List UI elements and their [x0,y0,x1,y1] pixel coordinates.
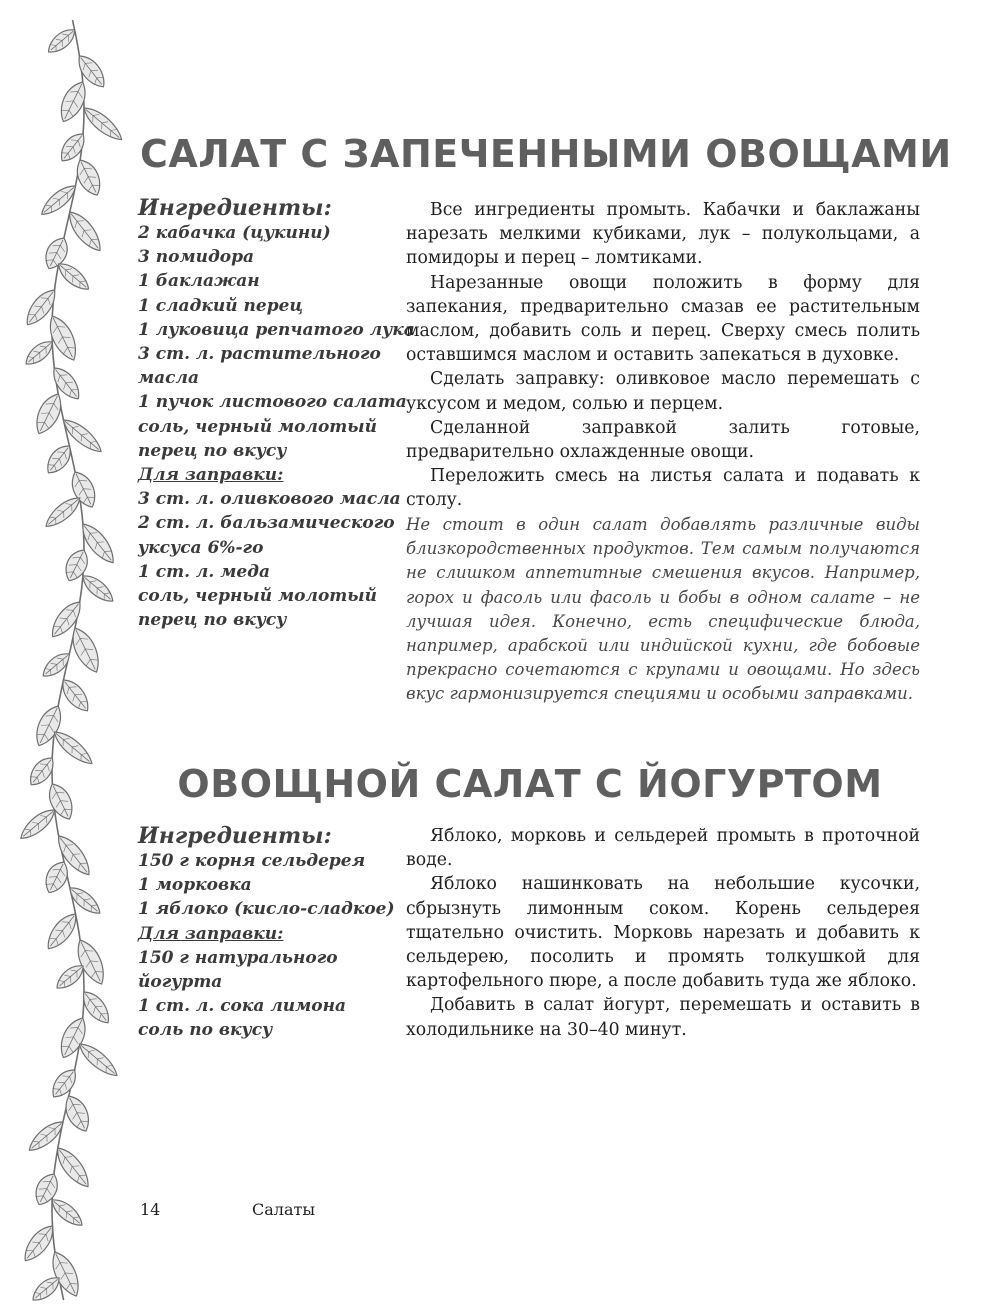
method-step: Яблоко нашинковать на небольшие кусочки, сбрызнуть лимонным соком. Корень сельдерея тщательно очистить. Морковь нарезать и добавить к сельдерею, посолить и промять толкушкой для картофельного пюре, а после добавить туда же яблоко. [406,874,920,992]
recipe-2-ingredients [138,823,395,1043]
ingredient-item: 1 луковица репчатого лука [138,319,415,340]
dressing-item: перец по вкусу [138,610,287,631]
page-number: 14 [140,1200,161,1219]
ingredient-item: масла [138,368,199,389]
recipe-2-method [406,824,920,1042]
dressing-item: 150 г натурального [138,947,338,968]
recipe-1-ingredients [138,195,415,632]
leaf-icon [55,78,92,126]
leaf-icon [57,675,94,716]
recipe-1-note: Не стоит в один салат добавлять различные виды близкородственных продуктов. Тем самым получаются не слишком аппетитные смешения вкусов. Например, горох и фасоль или фасоль и бобы в одном салате – не лучшая идея. Конечно, есть специфические блюда, например, арабской или индийской кухни, где бобовые прекрасно сочетаются с крупами и овощами. Но здесь вкус гармонизируется специями и особыми заправками. [406,515,920,704]
method-step: Добавить в салат йогурт, перемешать и оставить в холодильнике на 30–40 минут. [406,995,920,1040]
ingredient-item: 2 кабачка (цукини) [138,223,331,243]
leaf-icon [44,25,79,58]
leaf-icon [29,1273,64,1306]
leaf-icon [53,961,88,994]
ingredient-item: перец по вкусу [138,440,287,461]
leaf-icon [56,129,90,166]
leaf-icon [16,805,59,844]
ingredient-item: 1 сладкий перец [138,295,304,316]
ingredient-item: 1 морковка [138,875,252,896]
dressing-heading: Для заправки: [138,465,284,486]
recipe-1-title: САЛАТ С ЗАПЕЧЕННЫМИ ОВОЩАМИ [140,132,952,176]
ingredients-heading: Ингредиенты: [138,823,332,849]
leaf-icon [66,624,105,676]
recipe-2-title: ОВОЩНОЙ САЛАТ С ЙОГУРТОМ [177,762,883,806]
dressing-item: 1 ст. л. меда [138,561,271,582]
leaf-icon [65,883,104,919]
ingredient-item: 1 пучок листового салата [138,392,407,413]
leaf-icon [47,1065,81,1102]
dressing-item: 1 ст. л. сока лимона [138,996,347,1017]
dressing-item: 2 ст. л. бальзамического [138,513,395,534]
leaf-icon [42,909,82,954]
leaf-icon [63,207,106,256]
leaf-icon [75,1039,122,1081]
ingredient-item: 1 баклажан [138,271,260,292]
leaf-icon [79,103,126,145]
leaf-icon [22,337,57,370]
leaf-icon [54,259,93,295]
method-step: Сделанной заправкой залить готовые, предварительно охлажденные овощи. [406,417,920,463]
dressing-heading: Для заправки: [138,923,284,944]
method-step: Сделать заправку: оливковое масло перемешать с уксусом и медом, солью и перцем. [406,369,920,414]
leaf-icon [48,1195,87,1231]
method-step: Яблоко, морковь и сельдерей промыть в проточной воде. [406,826,920,871]
leaf-icon [42,441,76,478]
ingredient-item: 3 ст. л. растительного [138,344,381,365]
method-step: Переложить смесь на листья салата и подавать к столу. [406,466,920,511]
ingredient-item: 1 яблоко (кисло-сладкое) [138,899,395,920]
dressing-item: йогурта [138,972,223,993]
dressing-item: уксуса 6%-го [138,537,264,558]
dressing-item: 3 ст. л. оливкового масла [138,489,401,510]
ingredient-item: 150 г корня сельдерея [138,851,366,871]
dressing-item: соль по вкусу [138,1020,273,1041]
method-step: Нарезанные овощи положить в форму для запекания, предварительно смазав ее растительным маслом, добавить соль и перец. Сверху смесь полить оставшимся маслом и оставить запекаться в духовке. [406,272,920,366]
leaf-icon [39,649,74,682]
ingredients-heading: Ингредиенты: [138,195,332,221]
running-section-title: Салаты [252,1200,316,1219]
leaf-icon [42,493,85,532]
recipe-1-method [406,198,920,513]
ingredient-item: 3 помидора [138,247,255,268]
method-step: Все ингредиенты промыть. Кабачки и баклажаны нарезать мелкими кубиками, лук – полукольцами, а помидоры и перец – ломтиками. [406,200,920,269]
dressing-item: соль, черный молотый [138,586,377,607]
leaf-vine-ornament [0,0,132,1312]
leaf-icon [50,727,97,769]
leaf-icon [78,571,117,607]
ingredient-item: соль, черный молотый [138,416,377,437]
leaf-icon [44,312,83,364]
